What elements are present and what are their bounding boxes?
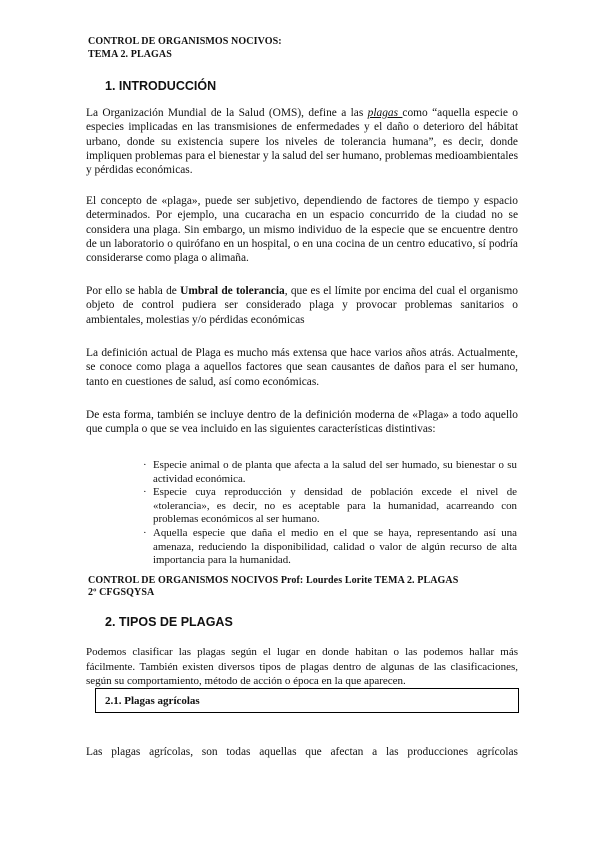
bullet-icon: · [143,459,147,471]
paragraph-definicion-actual: La definición actual de Plaga es mucho más extensa que hace varios años atrás. Actualmente, se conoce como plaga a aquellos factores que sean causantes de daños para el ser humano, tanto en cuestiones de salud, así como económicas. [86,347,518,388]
paragraph-oms-definition [86,106,518,177]
paragraph-plagas-agricolas: Las plagas agrícolas, son todas aquellas que afectan a las producciones agrícolas [86,746,518,758]
list-item [143,486,517,527]
page-footer-line1: CONTROL DE ORGANISMOS NOCIVOS Prof: Lourdes Lorite TEMA 2. PLAGAS [88,575,459,586]
document-header-line2: TEMA 2. PLAGAS [88,49,172,60]
list-item [143,459,517,486]
paragraph-definicion-moderna: De esta forma, también se incluye dentro de la definición moderna de «Plaga» a todo aquello que cumpla o que se vea incluido en las siguientes características distintivas: [86,409,518,436]
list-item [143,527,517,568]
list-item-text: Especie cuya reproducción y densidad de población excede el nivel de «tolerancia», es decir, no es aceptable para la humanidad, acarreando con problemas económicos al ser humano. [153,486,517,526]
paragraph-umbral-tolerancia [86,284,518,327]
subsection-title: 2.1. Plagas agrícolas [105,695,200,707]
paragraph-text: Por ello se habla de [86,285,181,297]
umbral-term: Umbral de tolerancia [180,285,285,297]
section-title-tipos: 2. TIPOS DE PLAGAS [105,615,233,629]
section-title-introduccion: 1. INTRODUCCIÓN [105,79,217,93]
paragraph-concepto-plaga: El concepto de «plaga», puede ser subjetivo, dependiendo de factores de tiempo y espacio determinados. Por ejemplo, una cucaracha en un espacio concurrido de la ciudad no se considera una plaga. Sin embargo, un mismo individuo de la especie que se encuentre dentro de un laboratorio o quirófano en un hospital, o en una cocina de un centro educativo, sí podría considerarse como plaga o alimaña. [86,195,518,265]
bullet-icon: · [143,486,147,499]
bullet-icon: · [143,526,147,539]
list-item-text: Aquella especie que daña el medio en el que se haya, representando así una amenaza, reduciendo la disponibilidad, calidad o valor de algún recurso de alta importancia para la humanidad. [153,526,517,567]
list-item-text: Especie animal o de planta que afecta a la salud del ser humado, su bienestar o su actividad económica. [153,459,517,485]
plagas-link[interactable]: plagas [367,107,403,119]
paragraph-clasificacion: Podemos clasificar las plagas según el lugar en donde habitan o las podemos hallar más fácilmente. También existen diversos tipos de plagas dentro de algunas de las clasificaciones, según su comportamiento, método de acción o época en la que aparecen. [86,646,518,688]
page-footer-line2: 2º CFGSQYSA [88,587,155,598]
paragraph-text: La Organización Mundial de la Salud (OMS), define a las [86,107,368,119]
subsection-box [95,688,519,713]
document-header-line1: CONTROL DE ORGANISMOS NOCIVOS: [88,36,282,47]
paragraph-text: como “aquella especie o especies implicadas en las transmisiones de enfermedades y el daño o deterioro del hábitat urbano, donde su existencia supere los niveles de tolerancia humana”, es decir, donde impliquen problemas para el bienestar y la salud del ser humano, problemas medioambientales y pérdidas económicas. [86,107,518,177]
characteristics-list [143,459,517,568]
paragraph-text: , que es el límite por encima del cual el organismo objeto de control pudiera ser considerado plaga y provocar problemas sanitarios o ambientales, molestias y/o pérdidas económicas [86,285,518,326]
